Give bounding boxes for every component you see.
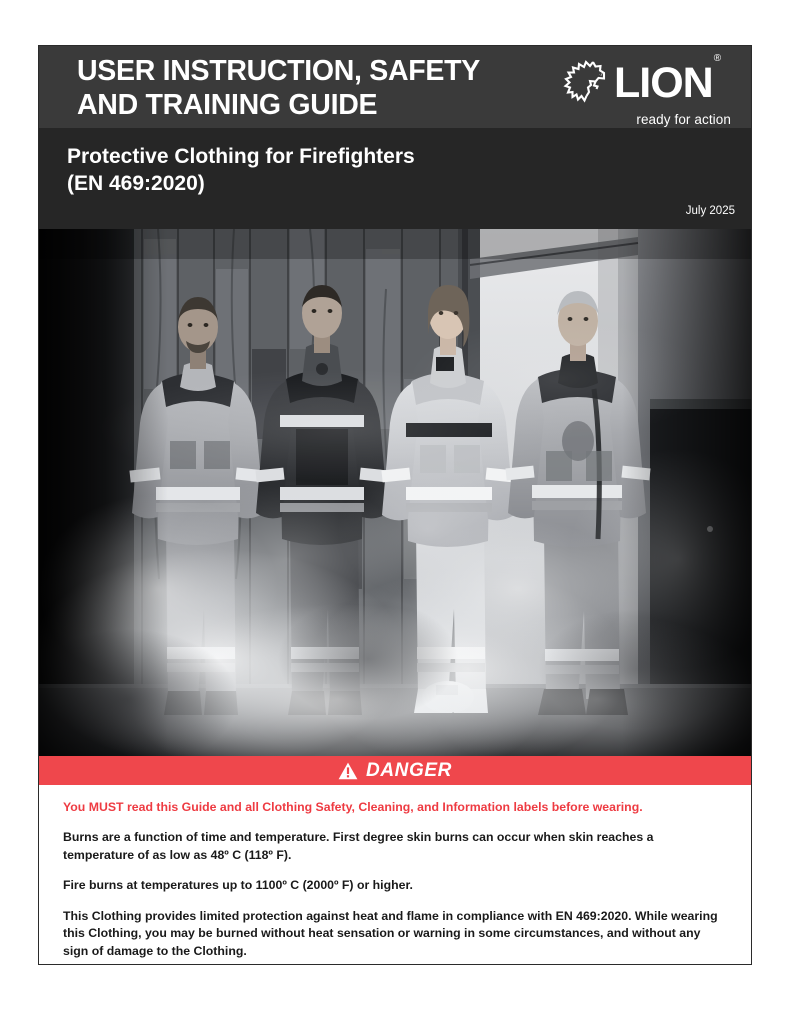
lion-wordmark <box>614 53 721 107</box>
lion-head-sunburst-icon <box>559 56 611 108</box>
document-subtitle-line-2: (EN 469:2020) <box>67 171 205 195</box>
logo-row <box>559 53 721 108</box>
brand-tagline: ready for action <box>636 112 731 127</box>
document-frame <box>38 45 752 965</box>
page-title-line-1: USER INSTRUCTION, SAFETY <box>77 55 480 87</box>
warning-triangle-icon <box>338 762 358 780</box>
subtitle-band <box>39 128 751 229</box>
lion-wordmark-text: LION <box>614 58 713 107</box>
document-subtitle <box>67 144 627 198</box>
lion-logo <box>559 53 735 134</box>
warning-paragraph-3: This Clothing provides limited protection against heat and flame in compliance with EN 469:2020. While wearing this Clothing, you may be burned without heat sensation or warning in some circumstances, and without any sign of damage to the Clothing. <box>63 908 718 958</box>
title-band <box>39 46 751 128</box>
document-date: July 2025 <box>685 205 735 217</box>
warning-lead-text: You MUST read this Guide and all Clothing Safety, Cleaning, and Information labels before wearing. <box>63 800 643 814</box>
registered-trademark-mark: ® <box>713 53 721 65</box>
page-title <box>77 55 547 122</box>
danger-label: DANGER <box>366 760 452 781</box>
warning-text-block <box>39 785 751 960</box>
warning-paragraph-2: Fire burns at temperatures up to 1100º C (2000º F) or higher. <box>63 878 413 893</box>
document-subtitle-line-1: Protective Clothing for Firefighters <box>67 145 415 168</box>
warning-paragraph-1: Burns are a function of time and temperature. First degree skin burns can occur when skin reaches a temperature of as low as 48º C (118º F). <box>63 830 654 862</box>
page-title-line-2: AND TRAINING GUIDE <box>77 88 378 121</box>
cover-photo <box>39 229 751 756</box>
danger-banner <box>39 756 751 785</box>
